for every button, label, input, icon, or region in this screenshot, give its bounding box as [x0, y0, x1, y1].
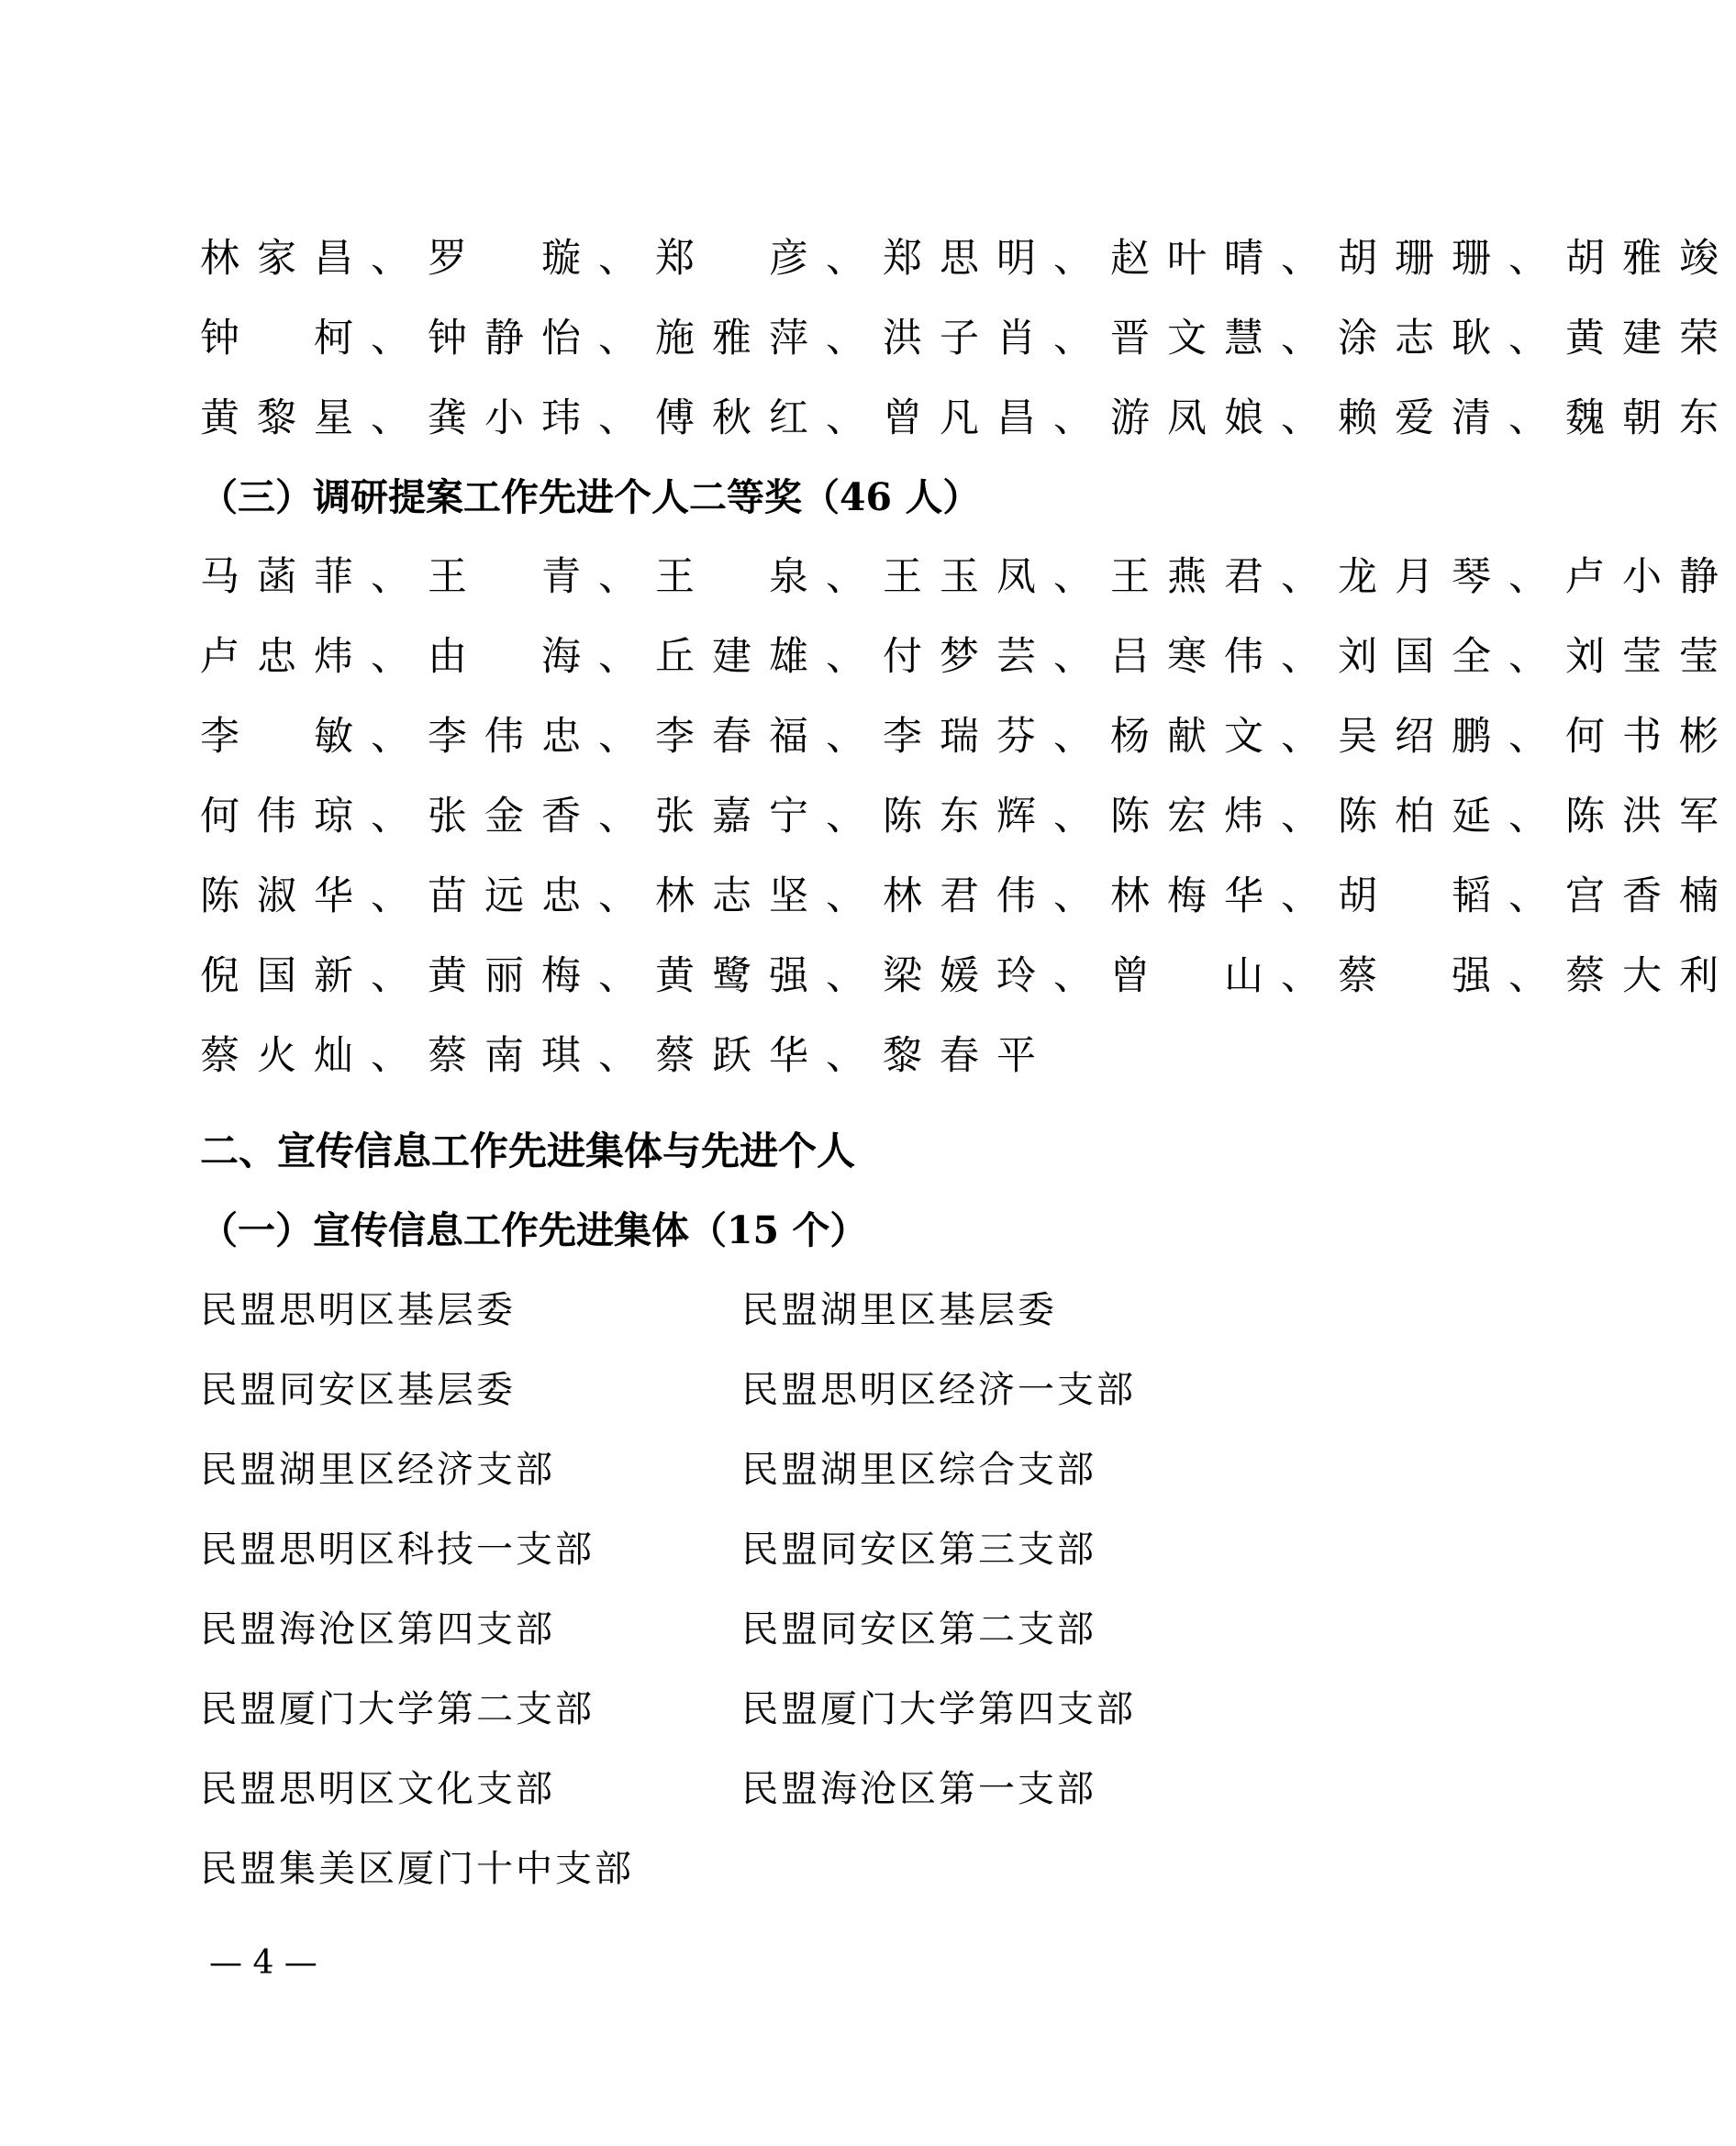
page-number: — 4 — — [209, 1944, 317, 1982]
collective-name: 民盟思明区文化支部 — [200, 1768, 555, 1810]
collective-name: 民盟海沧区第一支部 — [741, 1768, 1096, 1810]
name-row: 林家昌、罗 璇、郑 彦、郑思明、赵叶晴、胡珊珊、胡雅竣 — [200, 236, 1736, 282]
name-row: 何伟琼、张金香、张嘉宁、陈东辉、陈宏炜、陈柏延、陈洪军 — [200, 794, 1736, 839]
collective-name: 民盟同安区基层委 — [200, 1369, 516, 1411]
name-row: 卢忠炜、由 海、丘建雄、付梦芸、吕寒伟、刘国全、刘莹莹 — [200, 634, 1736, 680]
section-heading: （三）调研提案工作先进个人二等奖（46 人） — [200, 475, 981, 519]
collective-name: 民盟厦门大学第四支部 — [741, 1688, 1136, 1730]
collective-name: 民盟集美区厦门十中支部 — [200, 1848, 634, 1890]
collective-name: 民盟湖里区经济支部 — [200, 1449, 555, 1491]
collective-name: 民盟思明区科技一支部 — [200, 1529, 595, 1571]
subsection-heading: （一）宣传信息工作先进集体（15 个） — [200, 1208, 868, 1252]
collective-name: 民盟同安区第二支部 — [741, 1608, 1096, 1651]
collective-name: 民盟思明区基层委 — [200, 1289, 516, 1331]
collective-name: 民盟海沧区第四支部 — [200, 1608, 555, 1651]
collective-name: 民盟厦门大学第二支部 — [200, 1688, 595, 1730]
collective-name: 民盟湖里区基层委 — [741, 1289, 1057, 1331]
name-row: 蔡火灿、蔡南琪、蔡跃华、黎春平 — [200, 1033, 1053, 1079]
section-heading: 二、宣传信息工作先进集体与先进个人 — [200, 1129, 856, 1173]
name-row: 黄黎星、龚小玮、傅秋红、曾凡昌、游凤娘、赖爱清、魏朝东 — [200, 395, 1736, 441]
name-row: 钟 柯、钟静怡、施雅萍、洪子肖、晋文慧、涂志耿、黄建荣 — [200, 316, 1736, 361]
collective-name: 民盟思明区经济一支部 — [741, 1369, 1136, 1411]
name-row: 陈淑华、苗远忠、林志坚、林君伟、林梅华、胡 韬、宫香楠 — [200, 873, 1736, 919]
collective-name: 民盟湖里区综合支部 — [741, 1449, 1096, 1491]
name-row: 李 敏、李伟忠、李春福、李瑞芬、杨献文、吴绍鹏、何书彬 — [200, 714, 1736, 760]
collective-name: 民盟同安区第三支部 — [741, 1529, 1096, 1571]
name-row: 倪国新、黄丽梅、黄鹭强、梁媛玲、曾 山、蔡 强、蔡大利 — [200, 953, 1736, 999]
name-row: 马菡菲、王 青、王 泉、王玉凤、王燕君、龙月琴、卢小静 — [200, 554, 1736, 600]
